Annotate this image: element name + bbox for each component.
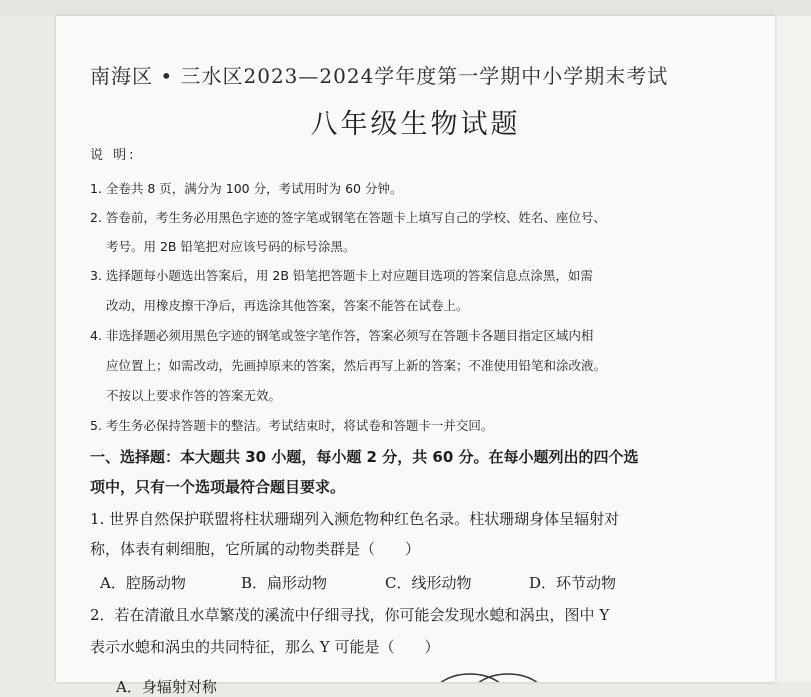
- question-1-options: [100, 572, 740, 593]
- note-line: 改动，用橡皮擦干净后，再选涂其他答案，答案不能答在试卷上。: [106, 298, 469, 313]
- note-line: 5. 考生务必保持答题卡的整洁。考试结束时，将试卷和答题卡一并交回。: [90, 418, 494, 433]
- note-line: 1. 全卷共 8 页，满分为 100 分，考试用时为 60 分钟。: [90, 181, 403, 196]
- option-b: B．扁形动物: [241, 574, 328, 592]
- question-2-option-a: A．身辐射对称: [116, 678, 217, 696]
- note-line: 考号。用 2B 铅笔把对应该号码的标号涂黑。: [106, 239, 356, 254]
- question-2-stem: 表示水螅和涡虫的共同特征，那么 Y 可能是（ ）: [90, 638, 440, 656]
- subject-title: 八年级生物试题: [310, 109, 521, 140]
- note-line: 4. 非选择题必须用黑色字迹的钢笔或签字笔作答，答案必须写在答题卡各题目指定区域内相: [90, 328, 594, 343]
- note-line: 2. 答卷前，考生务必用黑色字迹的签字笔或钢笔在答题卡上填写自己的学校、姓名、座位号、: [90, 210, 606, 225]
- venn-diagram-figure: [430, 672, 550, 682]
- viewer-right-margin: [775, 16, 811, 682]
- exam-title: 南海区 • 三水区2023—2024学年度第一学期中小学期末考试: [90, 64, 669, 88]
- section-heading: 一、选择题：本大题共 30 小题，每小题 2 分，共 60 分。在每小题列出的四个选: [90, 448, 639, 466]
- exam-page: [56, 16, 775, 696]
- section-heading: 项中，只有一个选项最符合题目要求。: [90, 478, 346, 496]
- question-2-stem: 2．若在清澈且水草繁茂的溪流中仔细寻找，你可能会发现水螅和涡虫，图中 Y: [90, 606, 610, 624]
- question-1-stem: 1. 世界自然保护联盟将柱状珊瑚列入濒危物种红色名录。柱状珊瑚身体呈辐射对: [90, 510, 620, 528]
- notes-heading: 说 明:: [90, 148, 137, 163]
- option-c: C．线形动物: [385, 574, 472, 592]
- question-1-stem: 称，体表有刺细胞，它所属的动物类群是（ ）: [90, 540, 421, 558]
- note-line: 不按以上要求作答的答案无效。: [106, 388, 282, 403]
- note-line: 应位置上；如需改动，先画掉原来的答案，然后再写上新的答案；不准使用铅笔和涂改液。: [106, 358, 607, 373]
- viewer-top-strip: [0, 0, 811, 16]
- option-d: D．环节动物: [529, 574, 617, 592]
- option-a: A．腔肠动物: [100, 574, 186, 592]
- note-line: 3. 选择题每小题选出答案后，用 2B 铅笔把答题卡上对应题目选项的答案信息点涂黑，如需: [90, 268, 593, 283]
